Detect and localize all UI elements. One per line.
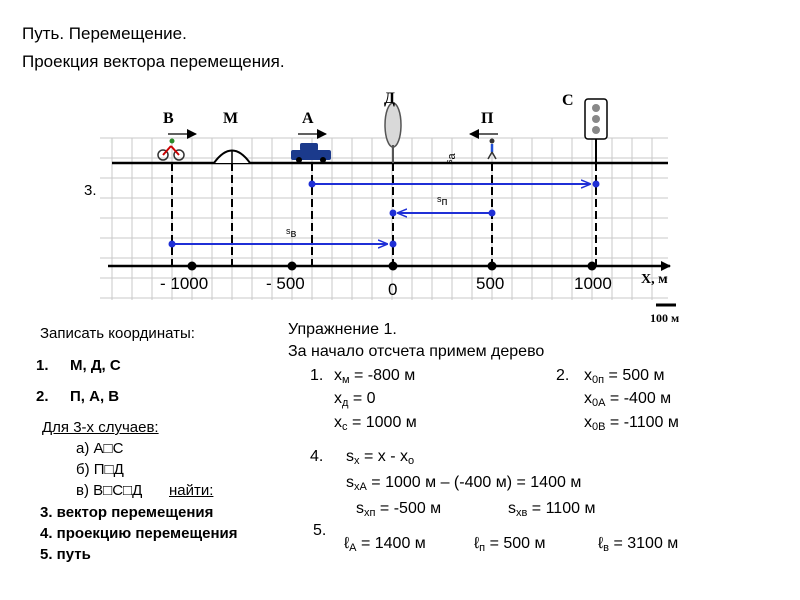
coord-xd: $x_д = 0$	[334, 390, 376, 409]
find-label: найти:	[169, 482, 214, 499]
title-line-1: Путь. Перемещение.	[22, 24, 187, 43]
formula-sxa: $s_{xA} = 1000$ м – (-400 м) = 1400 м	[346, 474, 582, 493]
item-1-number: 1.	[310, 367, 324, 384]
goal-4: 4. проекцию перемещения	[40, 525, 238, 542]
case-b: б) П□Д	[76, 461, 124, 478]
traffic-light-icon	[585, 99, 607, 163]
goal-3: 3. вектор перемещения	[40, 504, 214, 521]
car-icon	[291, 143, 331, 163]
exercise-origin: За начало отсчета примем дерево	[288, 343, 545, 360]
tick-label-1000: 1000	[574, 274, 612, 293]
coord-xc: $x_с = 1000$ м	[334, 414, 417, 433]
goal-5: 5. путь	[40, 546, 91, 563]
exercise-title: Упражнение 1.	[288, 321, 397, 338]
tick-label-500: 500	[476, 274, 505, 293]
cases-heading: Для 3-х случаев:	[42, 419, 159, 436]
tick-dot	[288, 262, 297, 271]
coord-x0p: $x_{0п} = 500$ м	[584, 367, 665, 386]
tick-label-neg500: - 500	[266, 274, 305, 293]
item-2-number: 2.	[556, 367, 570, 384]
tick-label-0: 0	[388, 280, 398, 299]
vector-label-a: $s_a$	[444, 153, 458, 164]
path-b: ℓ$_в$ = 3100 м	[598, 535, 679, 554]
case-a: а) А□С	[76, 440, 124, 457]
coord-x0a: $x_{0А} = -400$ м	[584, 390, 672, 409]
tick-dot	[188, 262, 197, 271]
formula-sxb: $s_{xв} = 1100$ м	[508, 500, 596, 519]
tree-icon	[385, 103, 401, 163]
title-line-2: Проекция вектора перемещения.	[22, 52, 285, 71]
tasks-heading: Записать координаты:	[40, 325, 195, 342]
coord-x0b: $x_{0В} = -1100$ м	[584, 414, 679, 433]
point-label-c: С	[562, 92, 574, 109]
tick-dot	[389, 262, 398, 271]
axis-label: Х, м	[641, 272, 668, 287]
tick-label-neg1000: - 1000	[160, 274, 209, 293]
tick-dot	[588, 262, 597, 271]
vector-p-to-d	[390, 210, 496, 217]
tick-dot	[488, 262, 497, 271]
item-4-number: 4.	[310, 448, 324, 465]
point-label-d: Д	[384, 90, 396, 107]
point-label-a: А	[302, 110, 314, 127]
scale-label: 100 м	[650, 311, 680, 325]
vector-b-to-d	[169, 241, 397, 248]
vector-label-p: $s_п$	[437, 194, 448, 208]
coord-xm: $x_м = -800$ м	[334, 367, 416, 386]
task-1: М, Д, С	[70, 357, 121, 374]
point-label-m: М	[223, 110, 239, 127]
task-2-number: 2.	[36, 388, 49, 405]
case-c: в) В□С□Д	[76, 482, 143, 499]
item-5-number: 5.	[313, 522, 327, 539]
point-label-b: В	[163, 110, 174, 127]
task-1-number: 1.	[36, 357, 49, 374]
vector-label-b: $s_в$	[286, 226, 297, 240]
point-label-p: П	[481, 110, 494, 127]
path-a: ℓ$_A$ = 1400 м	[344, 535, 426, 554]
formula-projection: $s_x = x - x_o$	[346, 448, 415, 467]
path-p: ℓ$_п$ = 500 м	[474, 535, 546, 554]
task-2: П, А, В	[70, 388, 120, 405]
formula-sxp: $s_{xп} = -500$ м	[356, 500, 442, 519]
case-label: 3.	[84, 182, 97, 199]
cyclist-icon	[158, 139, 184, 161]
